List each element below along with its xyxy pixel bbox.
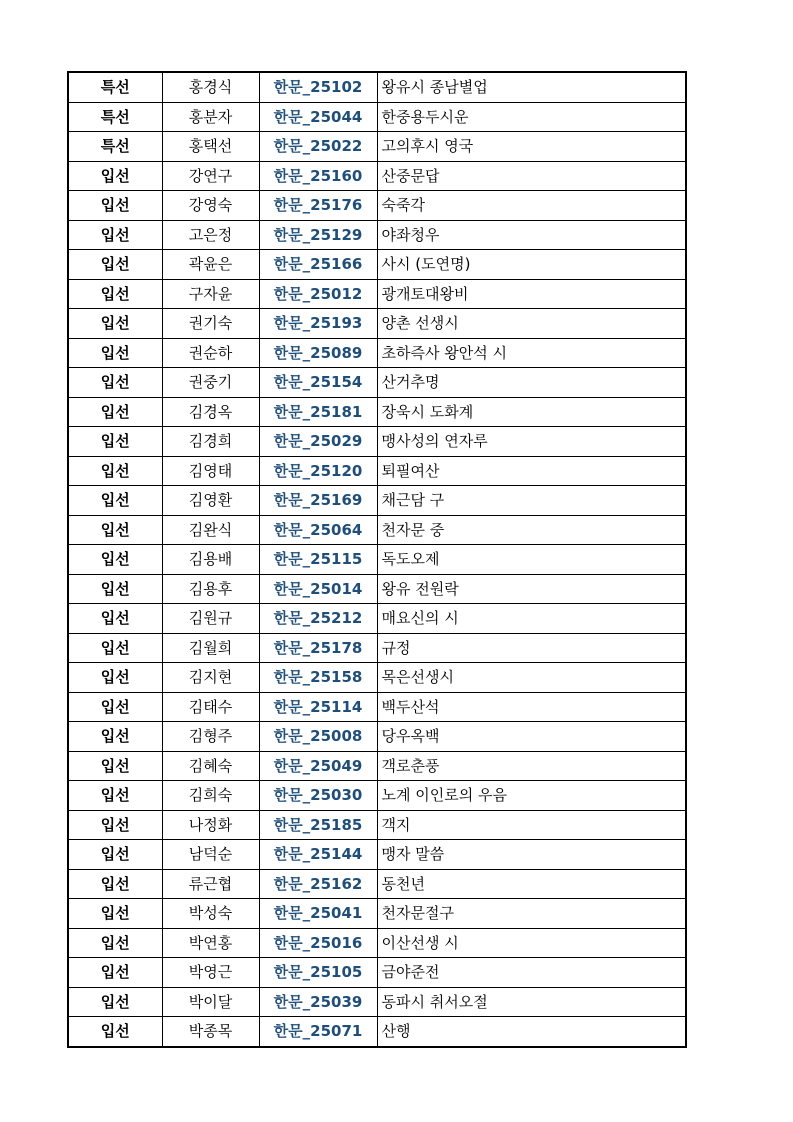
artist-name-cell: 박성숙 [162,899,259,929]
artist-name-cell: 구자윤 [162,279,259,309]
award-cell: 입선 [68,456,162,486]
table-row [68,427,686,457]
award-cell: 입선 [68,751,162,781]
work-title-cell: 퇴필여산 [377,456,686,486]
work-title-cell: 매요신의 시 [377,604,686,634]
table-row [68,722,686,752]
table-row [68,456,686,486]
artist-name-cell: 김태수 [162,692,259,722]
artist-name-cell: 권순하 [162,338,259,368]
table-row [68,633,686,663]
table-row [68,574,686,604]
award-cell: 입선 [68,486,162,516]
work-title-cell: 노계 이인로의 우음 [377,781,686,811]
table-row [68,132,686,162]
entry-code-cell: 한문_25041 [259,899,377,929]
entry-code-cell: 한문_25022 [259,132,377,162]
work-title-cell: 천자문 중 [377,515,686,545]
entry-code-cell: 한문_25105 [259,958,377,988]
entry-code-cell: 한문_25039 [259,987,377,1017]
table-row [68,102,686,132]
work-title-cell: 산행 [377,1017,686,1047]
work-title-cell: 당우옥백 [377,722,686,752]
award-cell: 입선 [68,338,162,368]
artist-name-cell: 김완식 [162,515,259,545]
table-row [68,338,686,368]
award-cell: 특선 [68,102,162,132]
entry-code-cell: 한문_25178 [259,633,377,663]
award-cell: 입선 [68,250,162,280]
table-row [68,486,686,516]
work-title-cell: 광개토대왕비 [377,279,686,309]
table-row [68,958,686,988]
entry-code-cell: 한문_25115 [259,545,377,575]
award-cell: 입선 [68,928,162,958]
award-cell: 입선 [68,427,162,457]
artist-name-cell: 곽윤은 [162,250,259,280]
artist-name-cell: 강영숙 [162,191,259,221]
award-cell: 입선 [68,663,162,693]
table-row [68,220,686,250]
artist-name-cell: 홍택선 [162,132,259,162]
entry-code-cell: 한문_25154 [259,368,377,398]
award-cell: 입선 [68,958,162,988]
entry-code-cell: 한문_25008 [259,722,377,752]
table-row [68,692,686,722]
artist-name-cell: 홍경식 [162,72,259,102]
entry-code-cell: 한문_25129 [259,220,377,250]
entry-code-cell: 한문_25158 [259,663,377,693]
work-title-cell: 객로춘풍 [377,751,686,781]
entry-code-cell: 한문_25071 [259,1017,377,1047]
work-title-cell: 동천년 [377,869,686,899]
award-cell: 입선 [68,161,162,191]
entry-code-cell: 한문_25029 [259,427,377,457]
artist-name-cell: 김경희 [162,427,259,457]
award-cell: 입선 [68,722,162,752]
entry-code-cell: 한문_25193 [259,309,377,339]
artist-name-cell: 남덕순 [162,840,259,870]
entry-code-cell: 한문_25049 [259,751,377,781]
table-row [68,397,686,427]
work-title-cell: 왕유시 종남별업 [377,72,686,102]
entry-code-cell: 한문_25064 [259,515,377,545]
table-row [68,161,686,191]
table-row [68,279,686,309]
entry-code-cell: 한문_25016 [259,928,377,958]
entry-code-cell: 한문_25185 [259,810,377,840]
table-row [68,840,686,870]
table-row [68,781,686,811]
artist-name-cell: 박이달 [162,987,259,1017]
artist-name-cell: 김용배 [162,545,259,575]
results-table-body [68,72,686,1047]
artist-name-cell: 김영환 [162,486,259,516]
entry-code-cell: 한문_25012 [259,279,377,309]
award-cell: 입선 [68,545,162,575]
work-title-cell: 독도오제 [377,545,686,575]
award-cell: 입선 [68,515,162,545]
entry-code-cell: 한문_25160 [259,161,377,191]
artist-name-cell: 김희숙 [162,781,259,811]
table-row [68,751,686,781]
work-title-cell: 야좌청우 [377,220,686,250]
artist-name-cell: 김월희 [162,633,259,663]
award-cell: 입선 [68,604,162,634]
award-cell: 입선 [68,574,162,604]
artist-name-cell: 권중기 [162,368,259,398]
table-row [68,869,686,899]
work-title-cell: 숙죽각 [377,191,686,221]
award-cell: 입선 [68,840,162,870]
award-cell: 특선 [68,72,162,102]
artist-name-cell: 김영태 [162,456,259,486]
award-cell: 입선 [68,781,162,811]
table-row [68,191,686,221]
award-cell: 입선 [68,810,162,840]
table-row [68,250,686,280]
work-title-cell: 맹자 말씀 [377,840,686,870]
work-title-cell: 객지 [377,810,686,840]
work-title-cell: 이산선생 시 [377,928,686,958]
table-row [68,899,686,929]
table-row [68,309,686,339]
entry-code-cell: 한문_25030 [259,781,377,811]
entry-code-cell: 한문_25162 [259,869,377,899]
artist-name-cell: 김용후 [162,574,259,604]
work-title-cell: 규정 [377,633,686,663]
award-cell: 입선 [68,397,162,427]
work-title-cell: 목은선생시 [377,663,686,693]
table-row [68,368,686,398]
work-title-cell: 한중용두시운 [377,102,686,132]
entry-code-cell: 한문_25120 [259,456,377,486]
work-title-cell: 사시 (도연명) [377,250,686,280]
table-row [68,72,686,102]
work-title-cell: 백두산석 [377,692,686,722]
award-cell: 입선 [68,633,162,663]
entry-code-cell: 한문_25014 [259,574,377,604]
artist-name-cell: 나정화 [162,810,259,840]
award-cell: 입선 [68,279,162,309]
work-title-cell: 왕유 전원락 [377,574,686,604]
award-cell: 입선 [68,899,162,929]
table-row [68,515,686,545]
award-cell: 입선 [68,368,162,398]
entry-code-cell: 한문_25144 [259,840,377,870]
artist-name-cell: 김혜숙 [162,751,259,781]
work-title-cell: 양촌 선생시 [377,309,686,339]
entry-code-cell: 한문_25181 [259,397,377,427]
award-cell: 입선 [68,869,162,899]
artist-name-cell: 박연홍 [162,928,259,958]
work-title-cell: 금야준전 [377,958,686,988]
artist-name-cell: 홍분자 [162,102,259,132]
work-title-cell: 산거추명 [377,368,686,398]
work-title-cell: 채근담 구 [377,486,686,516]
work-title-cell: 장욱시 도화계 [377,397,686,427]
award-cell: 입선 [68,309,162,339]
artist-name-cell: 강연구 [162,161,259,191]
entry-code-cell: 한문_25169 [259,486,377,516]
entry-code-cell: 한문_25166 [259,250,377,280]
entry-code-cell: 한문_25212 [259,604,377,634]
work-title-cell: 고의후시 영국 [377,132,686,162]
artist-name-cell: 김형주 [162,722,259,752]
artist-name-cell: 김지현 [162,663,259,693]
table-row [68,928,686,958]
entry-code-cell: 한문_25102 [259,72,377,102]
entry-code-cell: 한문_25044 [259,102,377,132]
award-results-table [67,71,687,1048]
table-row [68,545,686,575]
award-cell: 특선 [68,132,162,162]
entry-code-cell: 한문_25176 [259,191,377,221]
work-title-cell: 동파시 취서오절 [377,987,686,1017]
artist-name-cell: 류근협 [162,869,259,899]
table-row [68,663,686,693]
artist-name-cell: 고은정 [162,220,259,250]
work-title-cell: 초하즉사 왕안석 시 [377,338,686,368]
award-cell: 입선 [68,987,162,1017]
artist-name-cell: 김원규 [162,604,259,634]
award-cell: 입선 [68,1017,162,1047]
table-row [68,987,686,1017]
artist-name-cell: 김경옥 [162,397,259,427]
award-cell: 입선 [68,692,162,722]
award-cell: 입선 [68,191,162,221]
work-title-cell: 산중문답 [377,161,686,191]
table-row [68,810,686,840]
entry-code-cell: 한문_25114 [259,692,377,722]
table-row [68,1017,686,1047]
artist-name-cell: 권기숙 [162,309,259,339]
artist-name-cell: 박영근 [162,958,259,988]
work-title-cell: 맹사성의 연자루 [377,427,686,457]
entry-code-cell: 한문_25089 [259,338,377,368]
award-cell: 입선 [68,220,162,250]
table-row [68,604,686,634]
work-title-cell: 천자문절구 [377,899,686,929]
artist-name-cell: 박종목 [162,1017,259,1047]
